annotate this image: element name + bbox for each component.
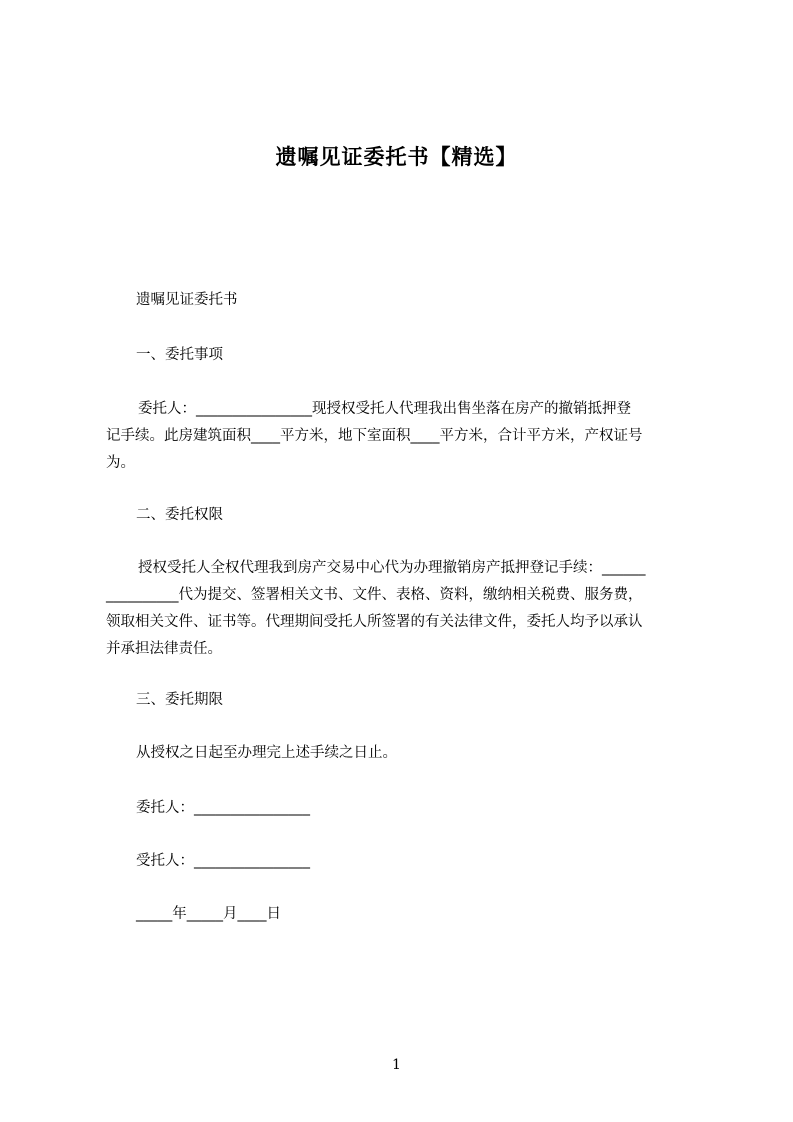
- section-1-line-1: 委托人：________________现授权受托人代理我出售坐落在房产的撤销抵押登: [138, 401, 631, 417]
- section-2-line-3: 领取相关文件、证书等。代理期间受托人所签署的有关法律文件，委托人均予以承认: [106, 614, 643, 630]
- agent-signature-line: 受托人：________________: [136, 853, 310, 869]
- section-2-line-1: 授权受托人全权代理我到房产交易中心代为办理撤销房产抵押登记手续：______: [138, 560, 646, 576]
- date-line: _____年_____月____日: [136, 906, 281, 922]
- section-3-text: 从授权之日起至办理完上述手续之日止。: [136, 745, 397, 761]
- principal-signature-line: 委托人：________________: [136, 800, 310, 816]
- page-number: 1: [392, 1057, 401, 1073]
- section-2-paragraph: [106, 555, 701, 663]
- section-1-line-3: 为。: [106, 455, 135, 471]
- section-3-heading: 三、委托期限: [136, 692, 223, 708]
- page-title: 遗嘱见证委托书【精选】: [275, 145, 518, 169]
- section-1-paragraph: [106, 396, 701, 477]
- section-2-line-4: 并承担法律责任。: [106, 641, 222, 657]
- document-subtitle: 遗嘱见证委托书: [136, 292, 238, 308]
- section-2-heading: 二、委托权限: [136, 507, 223, 523]
- section-2-line-2: __________代为提交、签署相关文书、文件、表格、资料，缴纳相关税费、服务费，: [106, 587, 643, 603]
- section-1-heading: 一、委托事项: [136, 347, 223, 363]
- section-1-line-2: 记手续。此房建筑面积____平方米，地下室面积____平方米，合计平方米，产权证号: [106, 428, 643, 444]
